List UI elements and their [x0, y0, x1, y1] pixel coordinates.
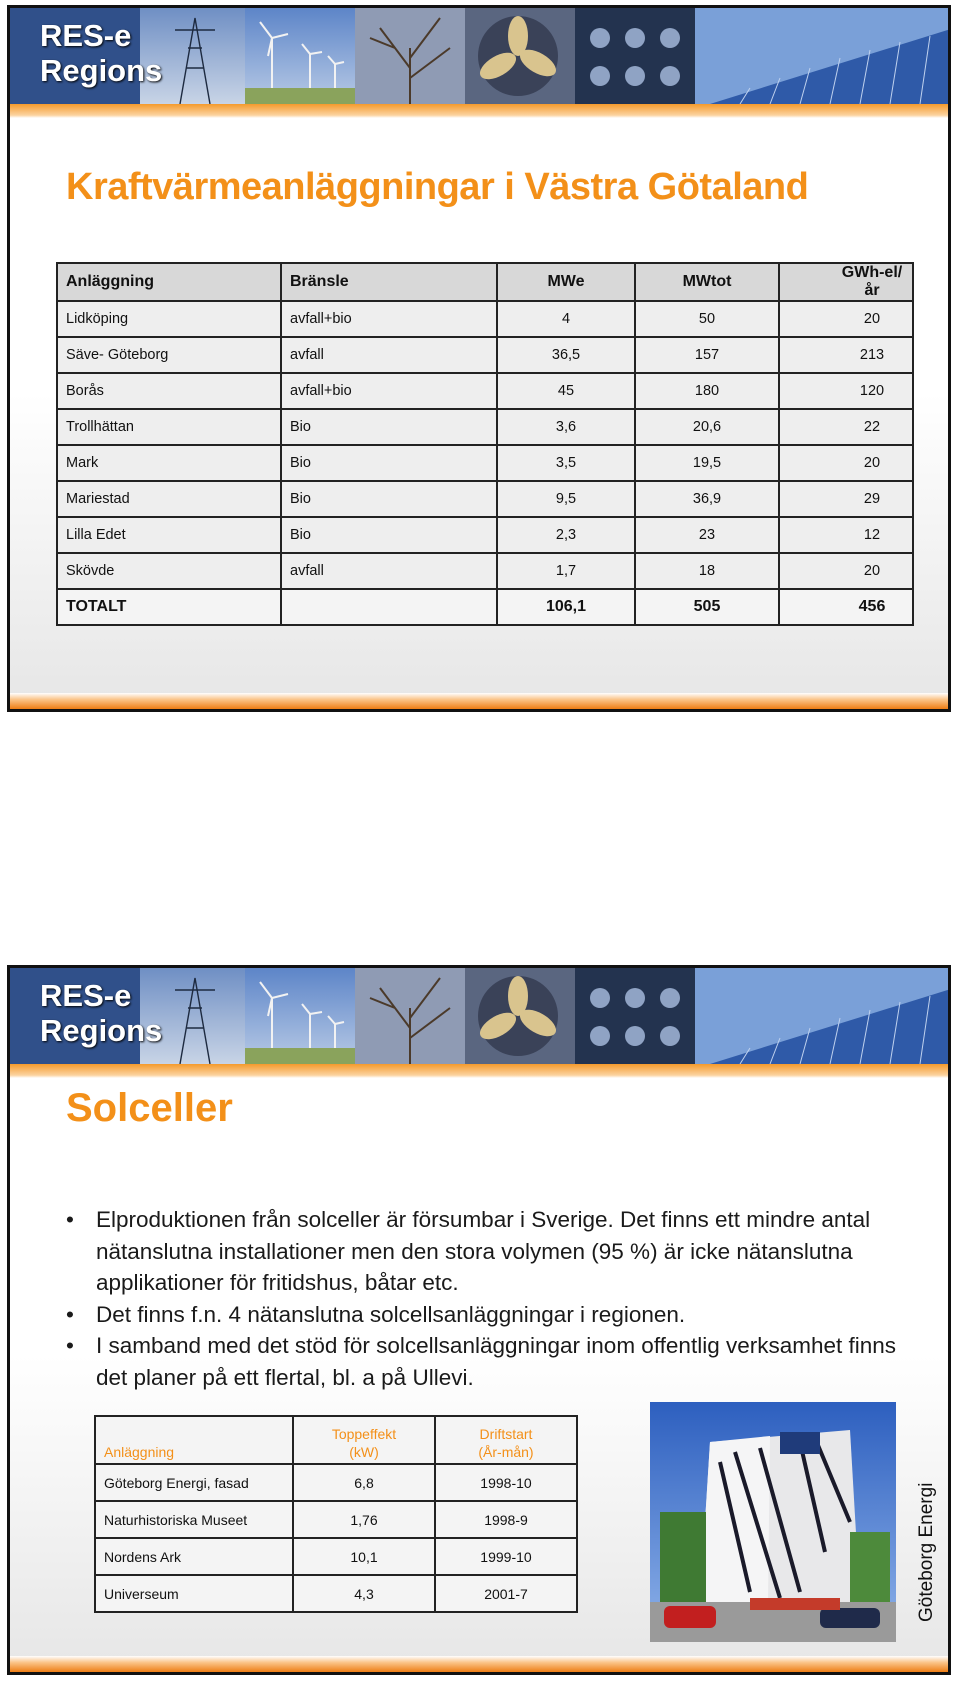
table-cell: 2001-7 [435, 1575, 577, 1612]
column-header [293, 1416, 435, 1464]
table-row [57, 481, 913, 517]
column-header: Bränsle [281, 263, 497, 301]
bullet-list [64, 1204, 924, 1393]
header-banner [10, 968, 948, 1064]
table-cell: 20 [779, 445, 913, 481]
banner-stripe [10, 1064, 948, 1078]
table-cell: 19,5 [635, 445, 779, 481]
table-cell: Bio [281, 517, 497, 553]
header-line: (kW) [349, 1444, 379, 1460]
table-cell: Universeum [95, 1575, 293, 1612]
table-cell: 50 [635, 301, 779, 337]
total-cell [281, 589, 497, 625]
table-cell: 3,5 [497, 445, 635, 481]
table-cell: 36,9 [635, 481, 779, 517]
table-cell: 4,3 [293, 1575, 435, 1612]
table-cell: Mark [57, 445, 281, 481]
table-cell: 120 [779, 373, 913, 409]
table-header-row [95, 1416, 577, 1464]
table-cell: Lilla Edet [57, 517, 281, 553]
table-cell: 20 [779, 553, 913, 589]
column-header [95, 1416, 293, 1464]
column-header: GWh-el/år [779, 263, 913, 301]
column-header: MWtot [635, 263, 779, 301]
table-cell: 22 [779, 409, 913, 445]
table-total-row [57, 589, 913, 625]
column-header [435, 1416, 577, 1464]
table-cell: Säve- Göteborg [57, 337, 281, 373]
table-cell: 20,6 [635, 409, 779, 445]
header-line: (År-mån) [478, 1444, 534, 1460]
table-row [57, 445, 913, 481]
table-cell: 29 [779, 481, 913, 517]
table-row [95, 1575, 577, 1612]
table-header-row [57, 263, 913, 301]
table-row [57, 517, 913, 553]
table-cell: Bio [281, 409, 497, 445]
table-cell: 4 [497, 301, 635, 337]
table-row [57, 409, 913, 445]
table-row [57, 373, 913, 409]
table-cell: 6,8 [293, 1464, 435, 1501]
table-cell: 18 [635, 553, 779, 589]
bullet-item: • Det finns f.n. 4 nätanslutna solcellsanläggningar i regionen. [64, 1299, 924, 1331]
table-cell: avfall+bio [281, 301, 497, 337]
logo-line-2: Regions [40, 1013, 163, 1048]
table-row [95, 1501, 577, 1538]
header-line: Driftstart [479, 1426, 533, 1442]
table-cell: avfall [281, 553, 497, 589]
logo-line-2: Regions [40, 53, 163, 88]
table-cell: Mariestad [57, 481, 281, 517]
table-cell: Naturhistoriska Museet [95, 1501, 293, 1538]
solar-plants-table [94, 1415, 578, 1613]
table-row [57, 553, 913, 589]
table-cell: 2,3 [497, 517, 635, 553]
table-cell: 1,7 [497, 553, 635, 589]
table-cell: Trollhättan [57, 409, 281, 445]
total-cell: 456 [779, 589, 913, 625]
logo-line-1: RES-e [40, 978, 132, 1013]
table-row [95, 1464, 577, 1501]
res-e-regions-logo [40, 18, 162, 88]
table-row [95, 1538, 577, 1575]
column-header: Anläggning [57, 263, 281, 301]
table-cell: Göteborg Energi, fasad [95, 1464, 293, 1501]
chp-plants-table [56, 262, 914, 626]
table-cell: avfall [281, 337, 497, 373]
total-cell: 505 [635, 589, 779, 625]
table-cell: 9,5 [497, 481, 635, 517]
table-cell: 1999-10 [435, 1538, 577, 1575]
table-cell: 213 [779, 337, 913, 373]
table-cell: 23 [635, 517, 779, 553]
bullet-item: • Elproduktionen från solceller är försumbar i Sverige. Det finns ett mindre antal nätanslutna installationer men den stora volymen (95 %) är icke nätanslutna applikationer för fritidshus, båtar etc. [64, 1204, 924, 1299]
column-header: MWe [497, 263, 635, 301]
banner-stripe [10, 104, 948, 118]
table-cell: 180 [635, 373, 779, 409]
table-row [57, 301, 913, 337]
table-cell: 10,1 [293, 1538, 435, 1575]
building-photo [650, 1402, 896, 1642]
table-cell: 157 [635, 337, 779, 373]
table-cell: Lidköping [57, 301, 281, 337]
table-cell: 45 [497, 373, 635, 409]
bullet-item: • I samband med det stöd för solcellsanläggningar inom offentlig verksamhet finns det planer på ett flertal, bl. a på Ullevi. [64, 1330, 924, 1393]
header-line: Toppeffekt [331, 1426, 397, 1442]
table-cell: Bio [281, 481, 497, 517]
slide-title: Kraftvärmeanläggningar i Västra Götaland [66, 166, 809, 208]
table-cell: 1998-9 [435, 1501, 577, 1538]
photo-caption: Göteborg Energi [916, 1482, 937, 1622]
logo-line-1: RES-e [40, 18, 132, 53]
bottom-stripe [10, 693, 948, 709]
slide-kraftvarme [7, 5, 951, 712]
table-cell: 1998-10 [435, 1464, 577, 1501]
table-cell: Nordens Ark [95, 1538, 293, 1575]
table-cell: 3,6 [497, 409, 635, 445]
table-cell: 36,5 [497, 337, 635, 373]
total-cell: TOTALT [57, 589, 281, 625]
total-cell: 106,1 [497, 589, 635, 625]
table-cell: Skövde [57, 553, 281, 589]
slide-solceller [7, 965, 951, 1675]
table-cell: Bio [281, 445, 497, 481]
table-cell: 20 [779, 301, 913, 337]
header-banner [10, 8, 948, 104]
table-cell: avfall+bio [281, 373, 497, 409]
header-line: Anläggning [104, 1444, 175, 1460]
table-row [57, 337, 913, 373]
table-cell: 12 [779, 517, 913, 553]
res-e-regions-logo [40, 978, 162, 1048]
slide-title: Solceller [66, 1086, 233, 1130]
table-cell: 1,76 [293, 1501, 435, 1538]
table-cell: Borås [57, 373, 281, 409]
bottom-stripe [10, 1656, 948, 1672]
